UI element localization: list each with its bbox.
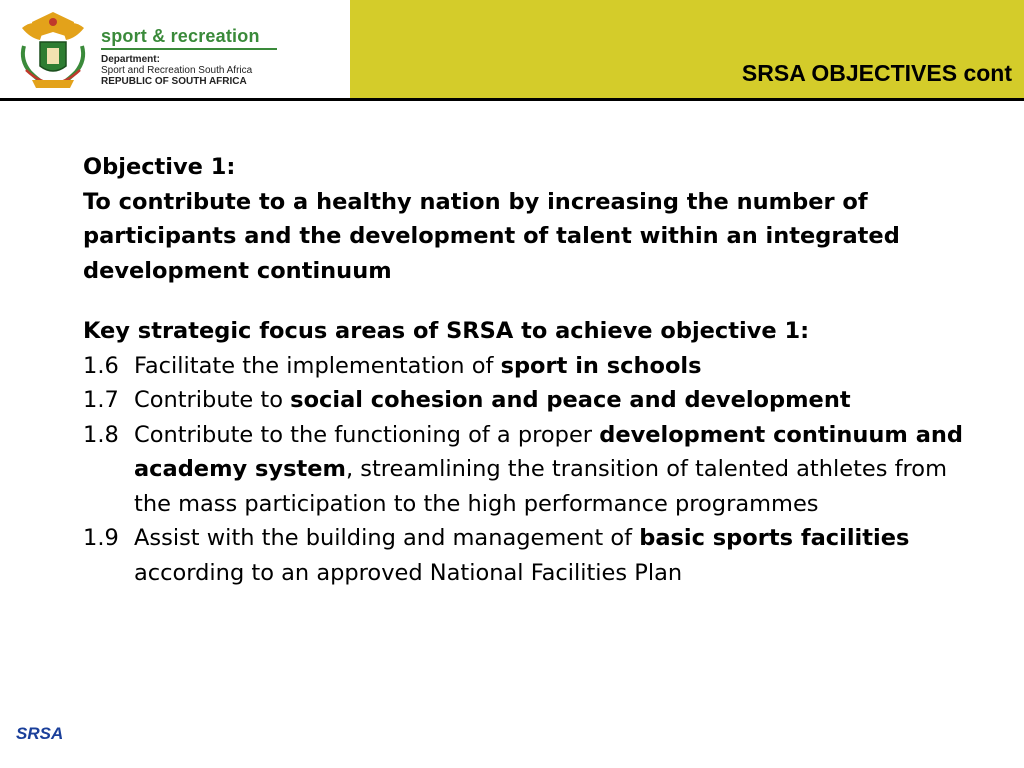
item-text-bold: sport in schools: [500, 352, 702, 379]
objective-heading: Objective 1:: [83, 154, 236, 180]
brand-name: sport & recreation: [101, 26, 260, 46]
item-text: [134, 521, 979, 590]
item-text-plain: Assist with the building and management of: [134, 525, 640, 551]
department-label: Department:: [101, 54, 160, 65]
department-text: [101, 54, 252, 87]
item-number: 1.6: [83, 352, 119, 379]
item-text-plain: Contribute to the functioning of a proper: [134, 421, 600, 448]
focus-item: [83, 521, 1013, 590]
item-text-plain: Contribute to: [134, 387, 291, 413]
header-divider: [0, 98, 1024, 101]
item-text: [134, 383, 979, 418]
republic-name: REPUBLIC OF SOUTH AFRICA: [101, 76, 247, 87]
item-text-bold: basic sports facilities: [639, 525, 910, 551]
footer-label: SRSA: [16, 724, 64, 743]
brand-underline: [101, 48, 277, 50]
item-text-bold: social cohesion and peace and development: [290, 387, 851, 413]
item-text: [134, 418, 979, 522]
slide-title: SRSA OBJECTIVES cont: [741, 60, 1012, 86]
item-text-rest: , streamlining the transition of talented athletes from the mass participation to the high performance programmes: [134, 456, 947, 517]
focus-item: [83, 349, 1013, 384]
item-number: 1.9: [83, 525, 119, 551]
item-text-bold: development continuum and academy system: [134, 421, 964, 482]
focus-item: [83, 418, 1013, 522]
item-text: [134, 349, 979, 384]
item-text-plain: Facilitate the implementation of: [134, 352, 501, 379]
department-name: Sport and Recreation South Africa: [101, 65, 253, 76]
item-number: 1.7: [83, 387, 119, 413]
item-text-rest: according to an approved National Facilities Plan: [134, 559, 683, 586]
item-number: 1.8: [83, 421, 119, 448]
key-focus-heading: Key strategic focus areas of SRSA to achieve objective 1:: [83, 318, 810, 344]
focus-item: [83, 383, 1013, 418]
slide-body: [83, 150, 1013, 590]
objective-text: To contribute to a healthy nation by increasing the number of participants and the development of talent within an integrated development continuum: [83, 188, 900, 284]
coat-of-arms-icon: [14, 8, 92, 92]
header: [0, 0, 1024, 101]
